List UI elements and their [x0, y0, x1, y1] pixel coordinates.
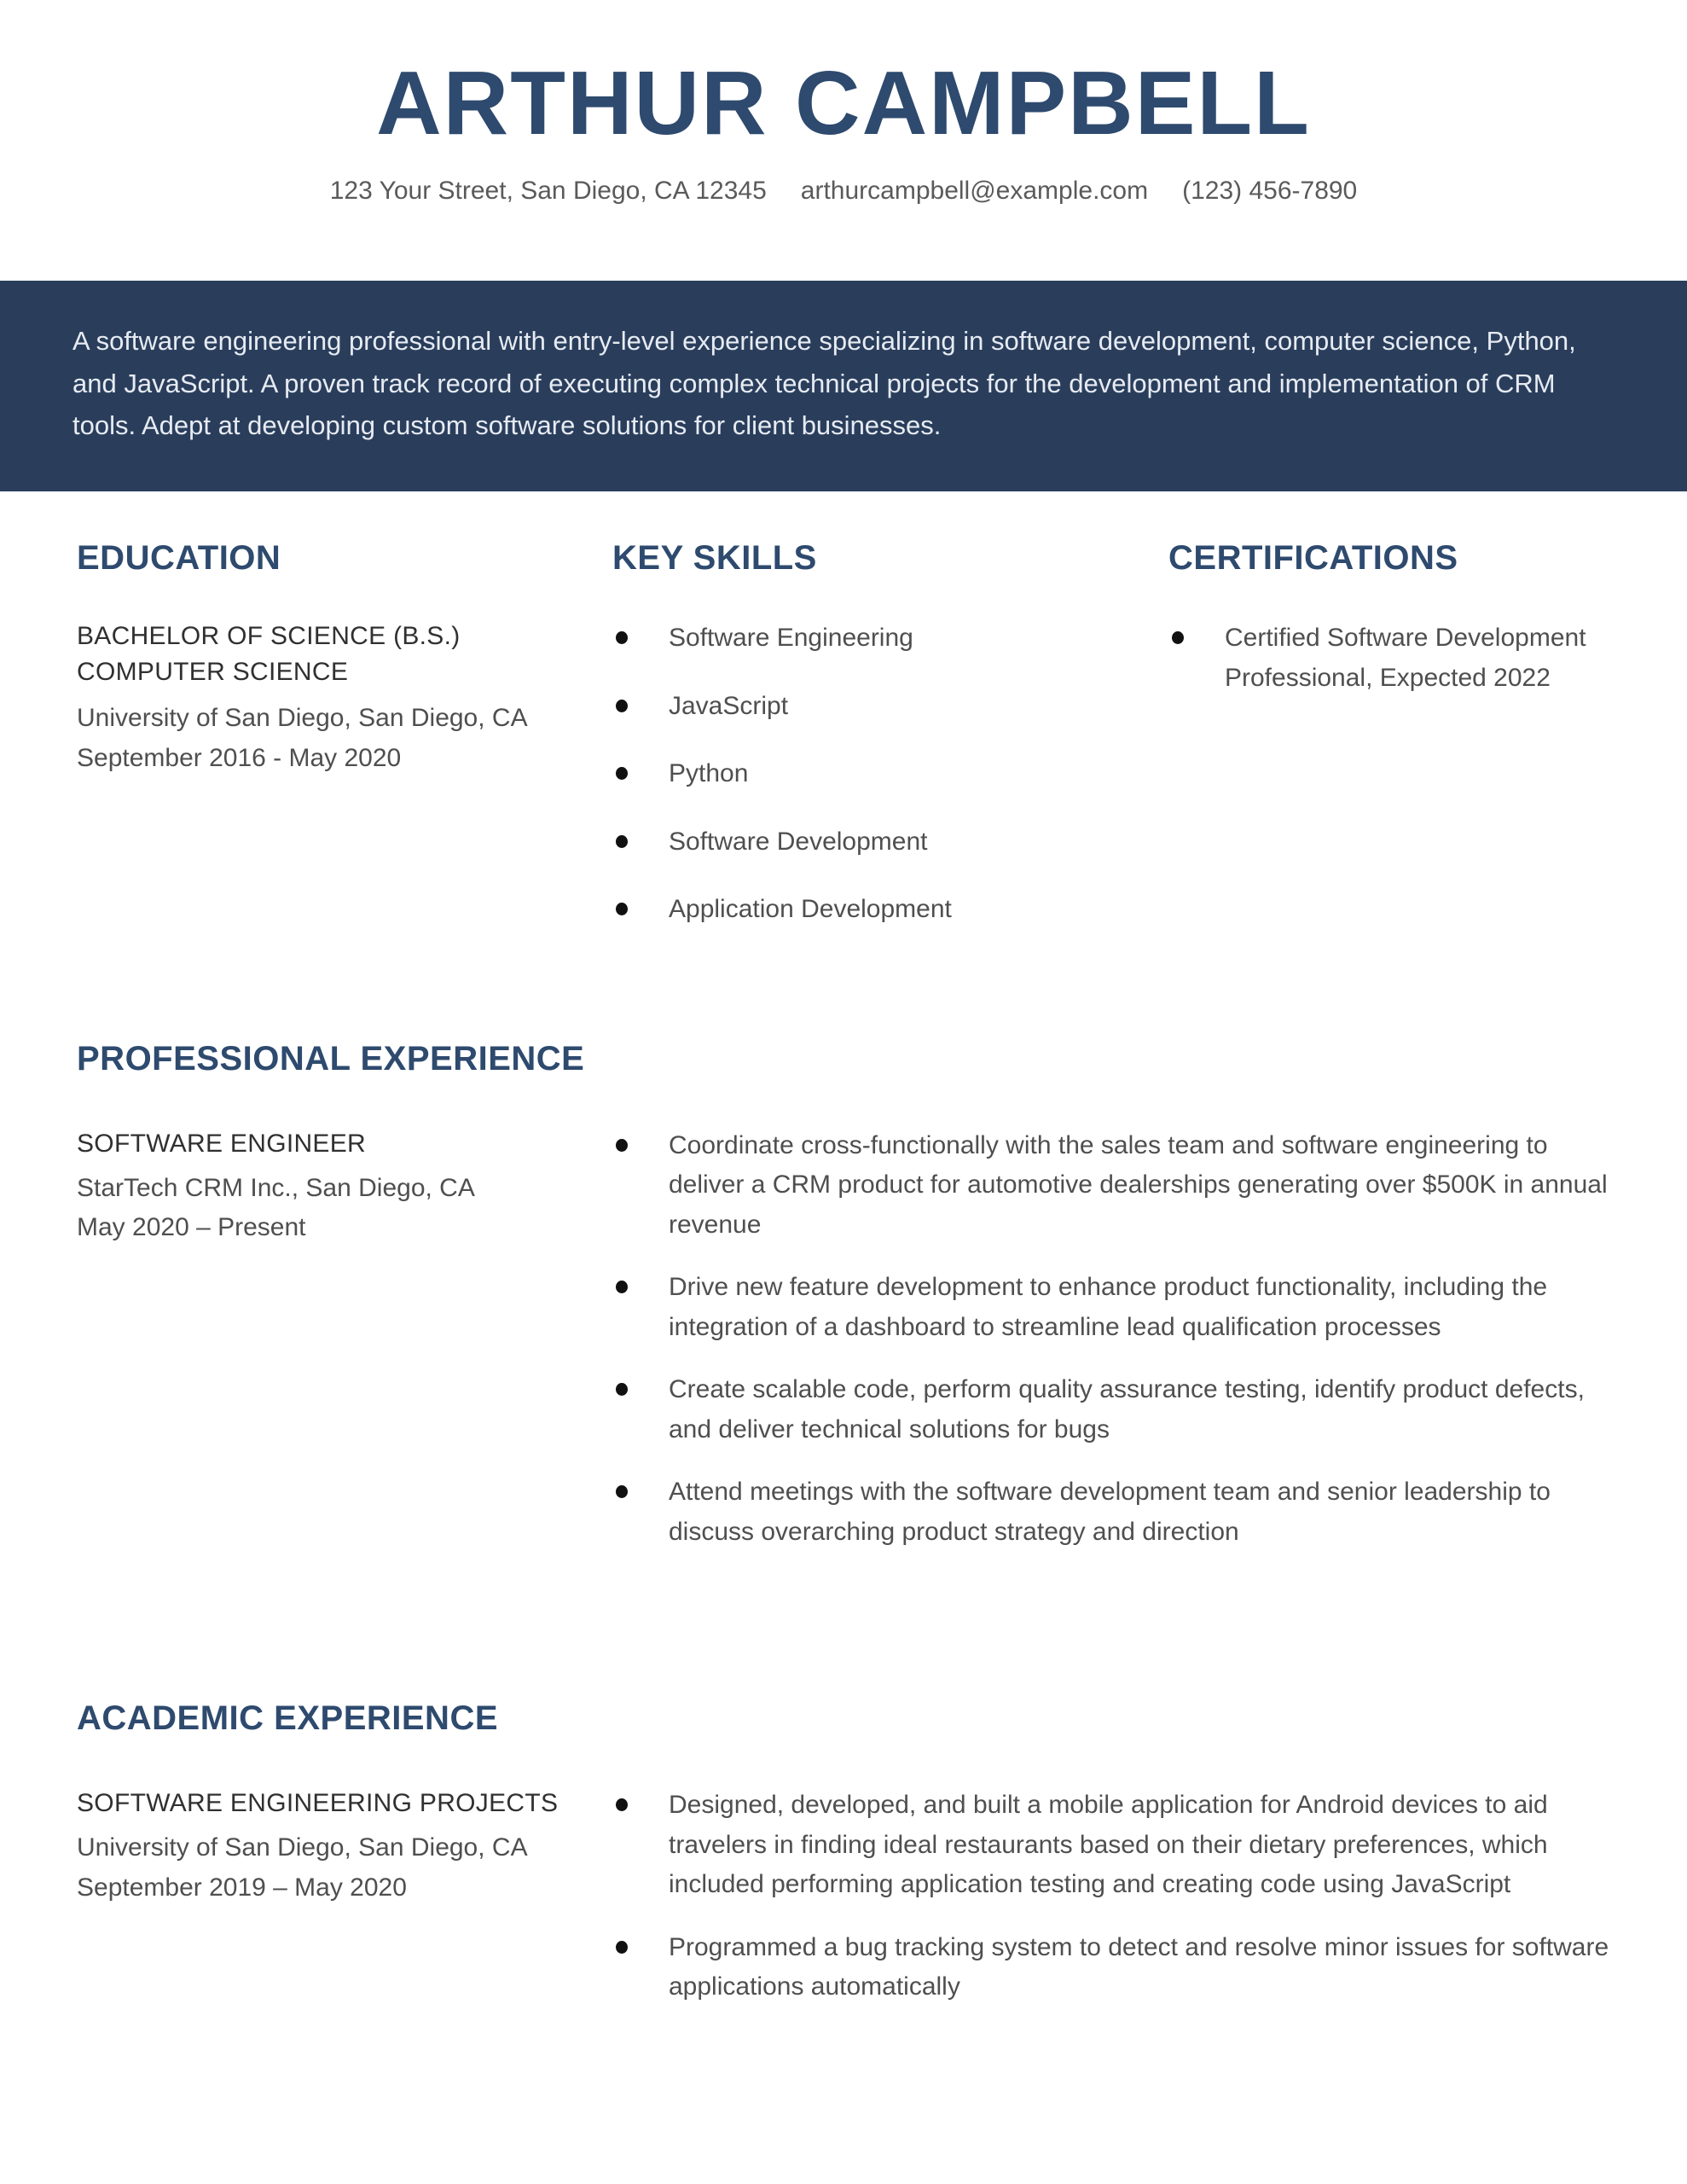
skill-item: JavaScript — [612, 687, 1168, 727]
section-key-skills — [612, 539, 1168, 958]
academic-row — [77, 1786, 1610, 2030]
education-heading: EDUCATION — [77, 539, 281, 578]
summary-band — [0, 281, 1687, 491]
certifications-heading: CERTIFICATIONS — [1168, 539, 1458, 578]
degree-title: BACHELOR OF SCIENCE (B.S.) COMPUTER SCIENCE — [77, 622, 461, 687]
job-title: SOFTWARE ENGINEER — [77, 1129, 367, 1158]
academic-school: University of San Diego, San Diego, CA — [77, 1833, 528, 1862]
academic-bullet: Designed, developed, and built a mobile application for Android devices to aid travelers in finding ideal restaurants based on their dietary preferences, which included performing application testing and creating code using JavaScript — [612, 1786, 1610, 1905]
academic-details — [77, 1828, 612, 1908]
experience-bullet: Coordinate cross-functionally with the sales team and software engineering to deliver a CRM product for automotive dealerships generating over $500K in annual revenue — [612, 1126, 1610, 1246]
contact-email: arthurcampbell@example.com — [800, 177, 1149, 206]
job-details — [77, 1169, 612, 1248]
summary-text: A software engineering professional with entry-level experience specializing in software development, computer science, Python, and JavaScript. A proven track record of executing complex technical projects for the development and implementation of CRM tools. Adept at developing custom software solutions for client businesses. — [72, 326, 1576, 441]
academic-info — [77, 1786, 612, 1908]
experience-bullet: Attend meetings with the software development team and senior leadership to discuss overarching product strategy and direction — [612, 1472, 1610, 1552]
skill-item: Python — [612, 754, 1168, 794]
section-professional-experience — [0, 1040, 1687, 1576]
certification-item: Certified Software Development Professional, Expected 2022 — [1168, 619, 1610, 698]
experience-bullet: Create scalable code, perform quality assurance testing, identify product defects, and deliver technical solutions for bugs — [612, 1370, 1610, 1449]
section-academic-experience — [0, 1699, 1687, 2030]
education-school: University of San Diego, San Diego, CA — [77, 704, 528, 733]
key-skills-list — [612, 619, 1168, 930]
top-columns — [0, 491, 1687, 958]
academic-role: SOFTWARE ENGINEERING PROJECTS — [77, 1789, 559, 1818]
key-skills-heading: KEY SKILLS — [612, 539, 817, 578]
section-education — [77, 539, 612, 958]
professional-heading: PROFESSIONAL EXPERIENCE — [77, 1039, 585, 1077]
academic-heading: ACADEMIC EXPERIENCE — [77, 1699, 499, 1738]
academic-bullet-list — [612, 1786, 1610, 2030]
job-company: StarTech CRM Inc., San Diego, CA — [77, 1173, 475, 1202]
experience-bullet: Drive new feature development to enhance product functionality, including the integration of a dashboard to streamline lead qualification processes — [612, 1268, 1610, 1347]
skill-item: Software Engineering — [612, 619, 1168, 659]
education-details — [77, 699, 612, 778]
contact-address: 123 Your Street, San Diego, CA 12345 — [329, 177, 767, 206]
academic-bullet: Programmed a bug tracking system to detect and resolve minor issues for software applications automatically — [612, 1928, 1610, 2007]
candidate-name: ARTHUR CAMPBELL — [376, 53, 1311, 154]
skill-item: Application Development — [612, 890, 1168, 930]
resume-header — [0, 0, 1687, 206]
job-dates: May 2020 – Present — [77, 1213, 306, 1242]
academic-dates: September 2019 – May 2020 — [77, 1873, 407, 1902]
contact-line — [0, 177, 1687, 206]
certifications-list — [1168, 619, 1610, 698]
job-info — [77, 1126, 612, 1248]
professional-bullet-list — [612, 1126, 1610, 1576]
skill-item: Software Development — [612, 822, 1168, 863]
contact-phone: (123) 456-7890 — [1182, 177, 1358, 206]
education-body — [77, 619, 612, 778]
section-certifications — [1168, 539, 1610, 958]
education-dates: September 2016 - May 2020 — [77, 743, 402, 772]
professional-row — [77, 1126, 1610, 1576]
